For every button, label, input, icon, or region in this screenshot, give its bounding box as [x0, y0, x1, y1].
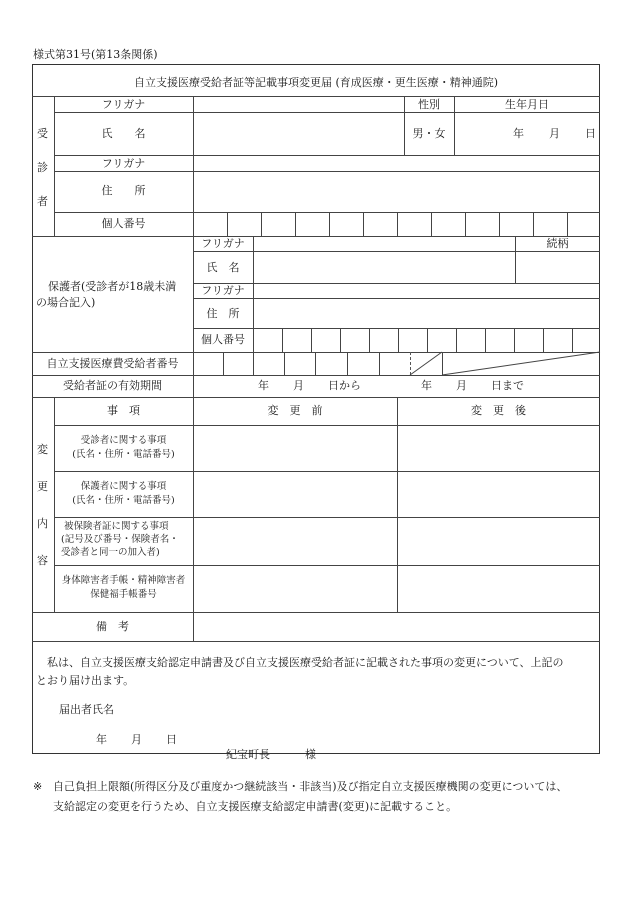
changes-group-char-1: 変: [37, 443, 48, 456]
form-title: 自立支援医療受給者証等記載事項変更届 (育成医療・更生医療・精神通院): [133, 76, 499, 89]
change-row-4-line1: 身体障害者手帳・精神障害者: [61, 575, 186, 586]
guardian-furigana-divider: [193, 251, 600, 252]
change-row-2-line1: 保護者に関する事項: [80, 481, 167, 492]
sex-value[interactable]: 男・女: [412, 127, 446, 140]
digit-divider: [543, 328, 544, 352]
guardian-section-label-2: の場合記入): [36, 296, 96, 309]
digit-divider: [533, 212, 534, 236]
declaration-date-month: 月: [131, 733, 142, 746]
validity-divider: [32, 397, 600, 398]
declaration-date-day: 日: [166, 733, 177, 746]
validity-from-month: 月: [293, 379, 304, 392]
changes-group-char-3: 内: [37, 517, 48, 530]
digit-divider: [369, 328, 370, 352]
remarks-label: 備 考: [96, 620, 129, 633]
changes-item-divider: [193, 397, 194, 612]
change-row-3-line3: 受診者と同一の加入者): [61, 547, 160, 558]
birthdate-label: 生年月日: [505, 98, 549, 111]
digit-divider: [465, 212, 466, 236]
validity-label-divider: [193, 375, 194, 397]
validity-to-month: 月: [456, 379, 467, 392]
digit-divider: [572, 328, 573, 352]
validity-to-year: 年: [421, 379, 432, 392]
patient-label-divider: [193, 96, 194, 236]
sex-label: 性別: [418, 98, 440, 111]
digit-divider: [499, 212, 500, 236]
validity-to-day: 日まで: [491, 379, 524, 392]
digit-divider: [340, 328, 341, 352]
remarks-divider: [32, 641, 600, 642]
guardian-section-label-1: 保護者(受診者が18歳未満: [48, 280, 177, 293]
changes-before-after-divider: [397, 397, 398, 612]
footnote-line2: 支給認定の変更を行うため、自立支援医療支給認定申請書(変更)に記載すること。: [53, 800, 458, 813]
footnote-mark: ※: [33, 780, 43, 793]
digit-divider: [485, 328, 486, 352]
remarks-label-divider: [193, 612, 194, 641]
digit-divider: [282, 328, 283, 352]
digit-divider: [311, 328, 312, 352]
guardian-address-label: 住 所: [206, 307, 240, 320]
change-row-3-line2: (記号及び番号・保険者名・: [61, 534, 179, 545]
digit-divider: [431, 212, 432, 236]
patient-name-label: 氏 名: [101, 127, 146, 140]
change-row-1-divider: [54, 471, 600, 472]
guardian-name-divider: [193, 283, 600, 284]
changes-section-divider: [32, 612, 600, 613]
addressee: 紀宝町長: [226, 748, 270, 761]
patient-furigana-label: フリガナ: [101, 98, 146, 111]
change-row-3-line1: 被保険者証に関する事項: [64, 521, 169, 532]
birthdate-day: 日: [585, 127, 596, 140]
digit-divider: [397, 212, 398, 236]
digit-divider: [379, 352, 380, 375]
validity-label: 受給者証の有効期間: [63, 379, 162, 392]
declaration-date-year: 年: [96, 733, 107, 746]
declaration-line1: 私は、自立支援医療支給認定申請書及び自立支援医療受給者証に記載された事項の変更について、上記の: [47, 656, 564, 669]
patient-mynumber-label: 個人番号: [101, 217, 146, 230]
digit-divider: [295, 212, 296, 236]
guardian-furigana-label: フリガナ: [201, 237, 245, 250]
digit-divider: [315, 352, 316, 375]
change-row-1-line2: (氏名・住所・電話番号): [72, 449, 175, 460]
digit-divider: [363, 212, 364, 236]
col-item-header: 事 項: [107, 404, 140, 417]
digit-divider: [442, 352, 443, 375]
recipient-number-divider: [32, 375, 600, 376]
digit-divider: [227, 212, 228, 236]
digit-divider: [456, 328, 457, 352]
footnote-line1: 自己負担上限額(所得区分及び重度かつ継続該当・非該当)及び指定自立支援医療機関の変更については、: [53, 780, 568, 793]
change-row-2-divider: [54, 517, 600, 518]
patient-furigana2-divider: [54, 171, 600, 172]
patient-name-divider: [54, 155, 600, 156]
patient-group-char-3: 者: [37, 195, 48, 208]
dashed-digit-divider: [410, 352, 411, 375]
birthdate-month: 月: [549, 127, 560, 140]
guardian-field-divider: [253, 236, 254, 352]
digit-divider: [514, 328, 515, 352]
guardian-mynumber-label: 個人番号: [201, 333, 245, 346]
relationship-label: 続柄: [546, 237, 569, 250]
digit-divider: [261, 212, 262, 236]
patient-address-label: 住 所: [101, 184, 146, 197]
changes-group-char-2: 更: [37, 480, 48, 493]
guardian-furigana2-label: フリガナ: [201, 284, 245, 297]
validity-from-day: 日から: [328, 379, 361, 392]
change-row-1-line1: 受診者に関する事項: [80, 435, 167, 446]
recipient-label-divider: [193, 352, 194, 375]
change-row-4-line2: 保健福手帳番号: [90, 589, 157, 600]
digit-divider: [223, 352, 224, 375]
recipient-number-label: 自立支援医療費受給者番号: [46, 357, 179, 370]
patient-group-char-1: 受: [37, 127, 48, 140]
guardian-section-divider: [32, 352, 600, 353]
digit-divider: [427, 328, 428, 352]
digit-divider: [253, 352, 254, 375]
digit-divider: [347, 352, 348, 375]
guardian-address-divider: [193, 328, 600, 329]
changes-header-divider: [54, 425, 600, 426]
validity-from-year: 年: [258, 379, 269, 392]
patient-furigana2-label: フリガナ: [101, 157, 146, 170]
declaration-line2: とおり届け出ます。: [36, 674, 135, 687]
change-row-2-line2: (氏名・住所・電話番号): [72, 495, 175, 506]
change-row-3-divider: [54, 565, 600, 566]
guardian-furigana2-divider: [193, 298, 600, 299]
guardian-name-label: 氏 名: [206, 261, 240, 274]
digit-divider: [567, 212, 568, 236]
addressee-honorific: 様: [305, 748, 316, 761]
birthdate-year: 年: [513, 127, 524, 140]
form-number: 様式第31号(第13条関係): [33, 48, 158, 61]
digit-divider: [398, 328, 399, 352]
title-divider: [32, 96, 600, 97]
patient-group-char-2: 診: [37, 161, 48, 174]
digit-divider: [284, 352, 285, 375]
digit-divider: [329, 212, 330, 236]
changes-group-char-4: 容: [37, 554, 48, 567]
applicant-name-label: 届出者氏名: [59, 703, 114, 716]
patient-address-divider: [54, 212, 600, 213]
col-after-header: 変 更 後: [471, 404, 526, 417]
col-before-header: 変 更 前: [267, 404, 323, 417]
patient-furigana-divider: [54, 112, 600, 113]
